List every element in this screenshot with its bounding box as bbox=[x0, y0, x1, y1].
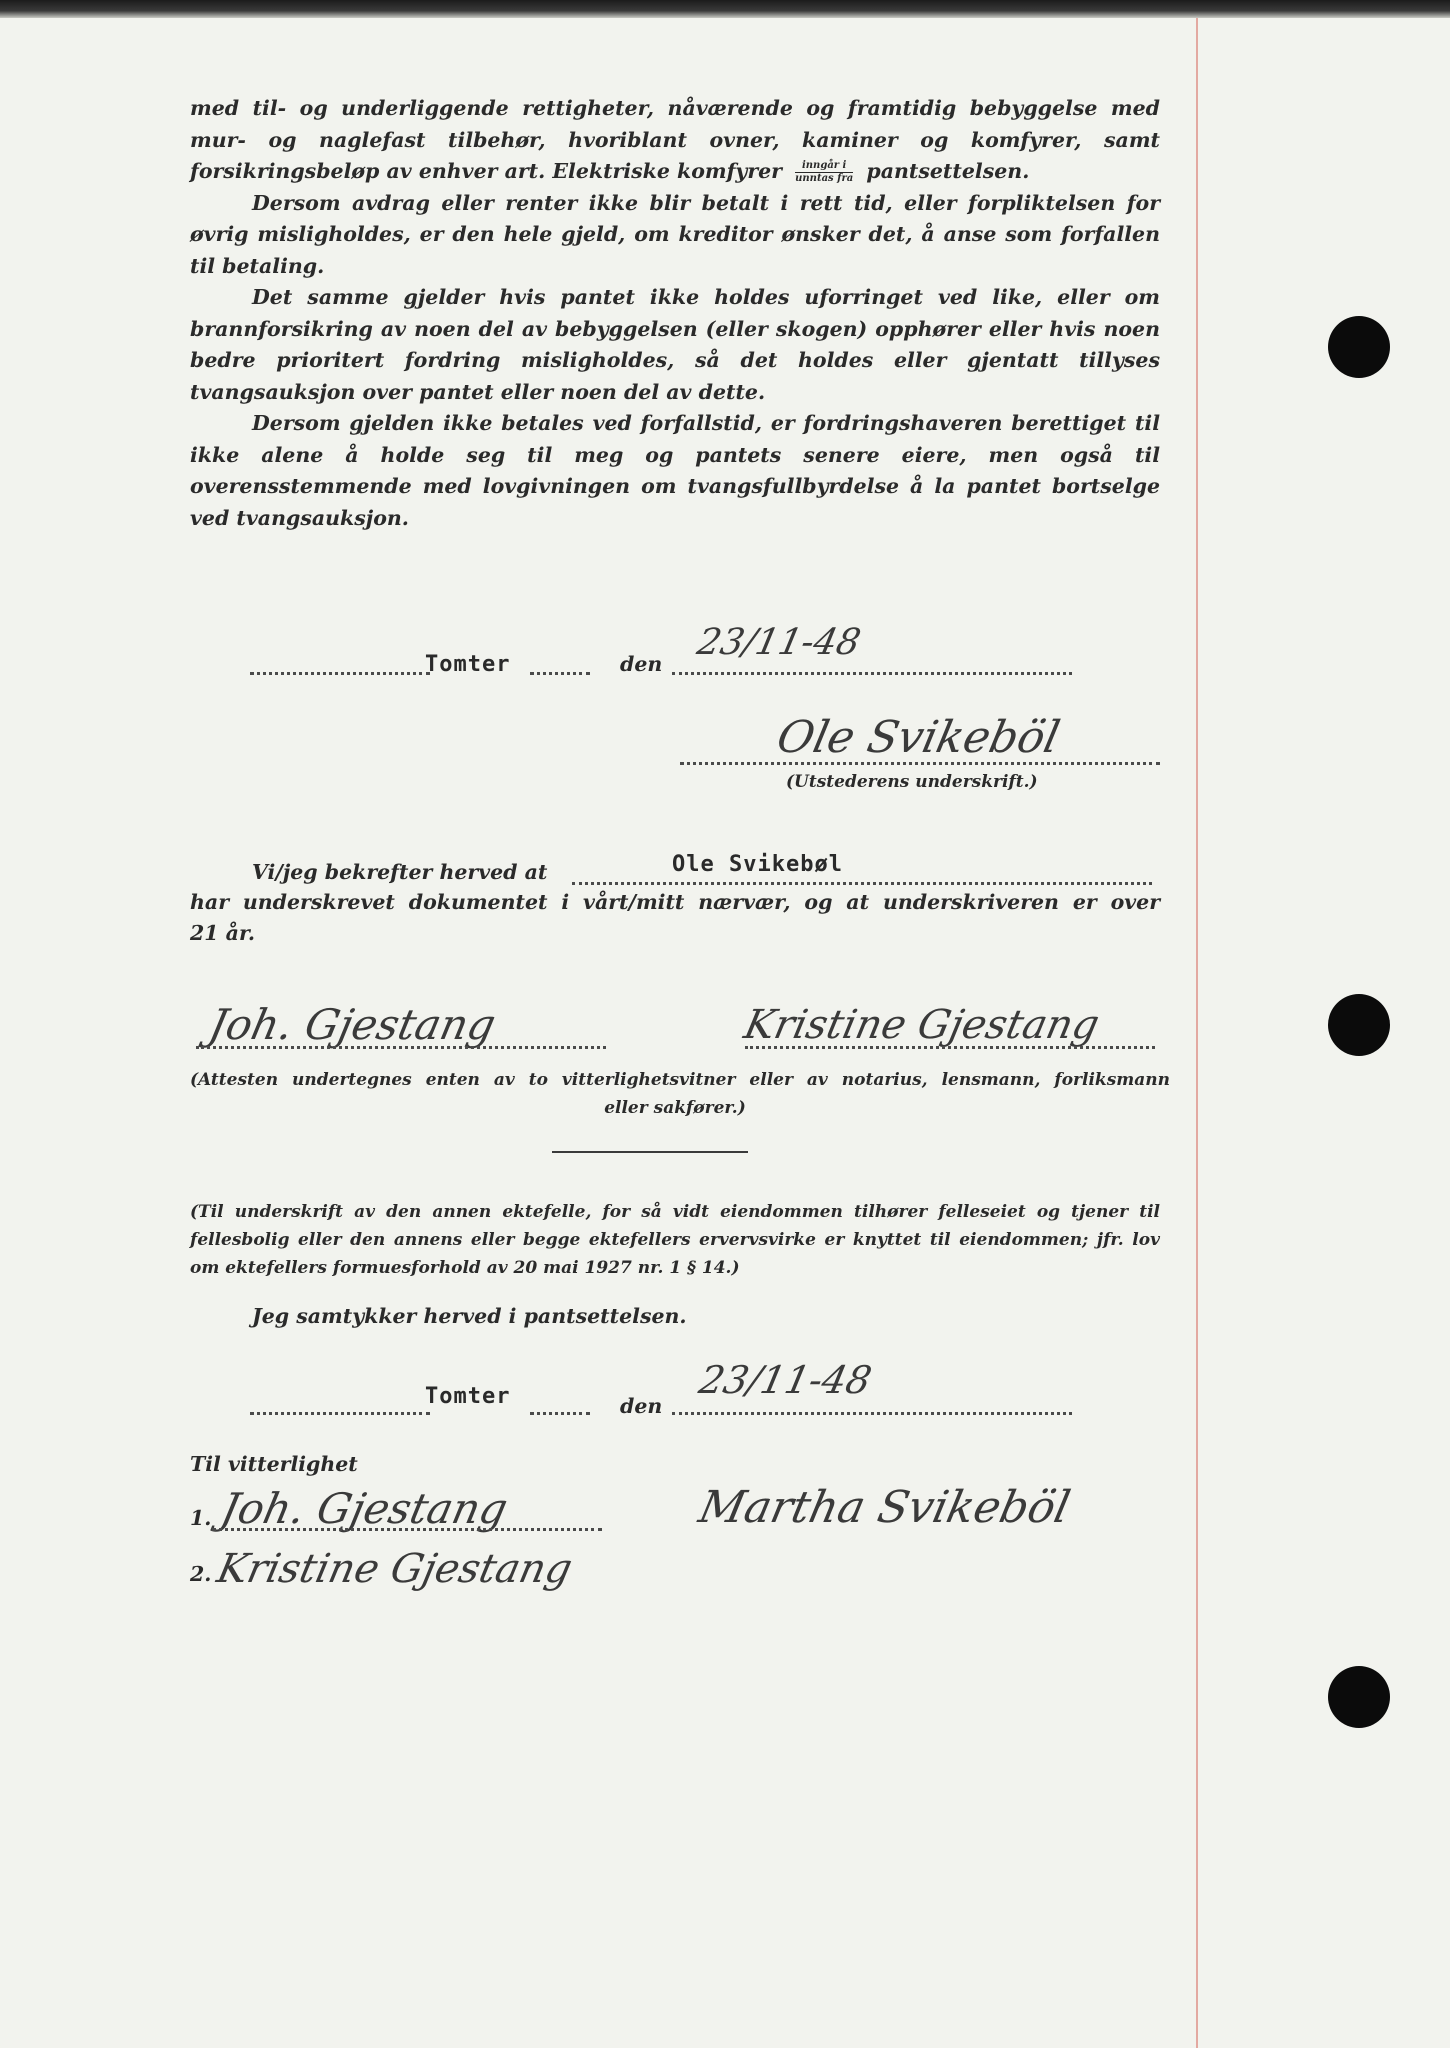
consent-witness-dotted-line-1 bbox=[212, 1528, 602, 1531]
confirm-label: Vi/jeg bekrefter herved at bbox=[252, 860, 548, 884]
punch-hole bbox=[1328, 994, 1390, 1056]
witness-dotted-line-2 bbox=[745, 1046, 1155, 1049]
witness-dotted-line-1 bbox=[196, 1046, 606, 1049]
place-dotted-line bbox=[250, 672, 430, 675]
vitterlighet-label: Til vitterlighet bbox=[190, 1452, 358, 1476]
attest-caption-1: (Attesten undertegnes enten av to vitterlighetsvitner eller av notarius, lensmann, forliksmann bbox=[190, 1070, 1170, 1090]
page-top-edge bbox=[0, 0, 1450, 18]
spouse-signature: Martha Svikeböl bbox=[694, 1482, 1075, 1533]
spouse-note: (Til underskrift av den annen ektefelle, for så vidt eiendommen tilhører felleseiet og tjener til fellesbolig eller den annens eller begge ektefellers ervervsvirke er knyttet til eiendommen; jfr. lov om ektefellers formuesforhold av 20 mai 1927 nr. 1 § 14.) bbox=[190, 1202, 1160, 1278]
paragraph-4: Dersom gjelden ikke betales ved forfallstid, er fordringshaveren berettiget til ikke alene å holde seg til meg og pantets senere eiere, men også til overensstemmende med lovgivningen om tvangsfullbyrdelse å la pantet bortselge ved tvangsauksjon. bbox=[190, 411, 1160, 530]
attest-caption-2: eller sakfører.) bbox=[604, 1098, 746, 1118]
issuer-signature: Ole Svikeböl bbox=[772, 712, 1065, 763]
date-dotted-line bbox=[672, 672, 1072, 675]
section-divider bbox=[552, 1151, 748, 1153]
consent-text: Jeg samtykker herved i pantsettelsen. bbox=[252, 1304, 687, 1328]
witness-signature-2: Kristine Gjestang bbox=[740, 1002, 1104, 1048]
den-label: den bbox=[620, 652, 663, 676]
punch-hole bbox=[1328, 316, 1390, 378]
witness-number-1: 1. bbox=[190, 1506, 212, 1530]
place-value: Tomter bbox=[425, 652, 511, 677]
paragraph-1: med til- og underliggende rettigheter, nåværende og framtidig bebyggelse med mur- og naglefast tilbehør, hvoriblant ovner, kaminer og komfyrer, samt forsikringsbeløp av enhver art. Elektriske komfyrer $\frac{\text{inngår i}}{\text{unntas fra}}$ pantsettelsen. bbox=[190, 96, 1160, 184]
signature-caption: (Utstederens underskrift.) bbox=[786, 772, 1038, 792]
consent-place-value: Tomter bbox=[425, 1384, 511, 1409]
paragraph-3: Det samme gjelder hvis pantet ikke holdes uforringet ved like, eller om brannforsikring av noen del av bebyggelsen (eller skogen) opphører eller hvis noen bedre prioritert fordring misligholdes, så det holdes eller gjentatt tillyses tvangsauksjon over pantet eller noen del av dette. bbox=[190, 285, 1160, 404]
issue-date-handwritten: 23/11-48 bbox=[693, 622, 865, 663]
signer-line-3: 21 år. bbox=[190, 921, 256, 945]
signature-dotted-line bbox=[680, 762, 1160, 765]
consent-witness-1: Joh. Gjestang bbox=[216, 1484, 512, 1533]
consent-place-dotted-line bbox=[250, 1412, 430, 1415]
komfyr-fraction: $\frac{\text{inngår i}}{\text{unntas fra}}$ bbox=[795, 160, 854, 184]
signer-line-2: har underskrevet dokumentet i vårt/mitt nærvær, og at underskriveren er over bbox=[190, 890, 1160, 914]
margin-line bbox=[1196, 18, 1198, 2048]
consent-witness-2: Kristine Gjestang bbox=[213, 1546, 577, 1592]
paragraph-2: Dersom avdrag eller renter ikke blir betalt i rett tid, eller forpliktelsen for øvrig misligholdes, er den hele gjeld, om kreditor ønsker det, å anse som forfallen til betaling. bbox=[190, 190, 1160, 278]
signer-name: Ole Svikebøl bbox=[668, 852, 847, 877]
signer-dotted-line bbox=[572, 882, 1152, 885]
consent-place-dotted-line-tail bbox=[530, 1412, 590, 1415]
terms-text bbox=[190, 93, 1160, 534]
consent-date-dotted-line bbox=[672, 1412, 1072, 1415]
punch-hole bbox=[1328, 1666, 1390, 1728]
consent-den-label: den bbox=[620, 1394, 663, 1418]
place-dotted-line-tail bbox=[530, 672, 590, 675]
consent-date-handwritten: 23/11-48 bbox=[695, 1358, 876, 1402]
witness-signature-1: Joh. Gjestang bbox=[204, 1000, 500, 1049]
witness-number-2: 2. bbox=[190, 1562, 212, 1586]
